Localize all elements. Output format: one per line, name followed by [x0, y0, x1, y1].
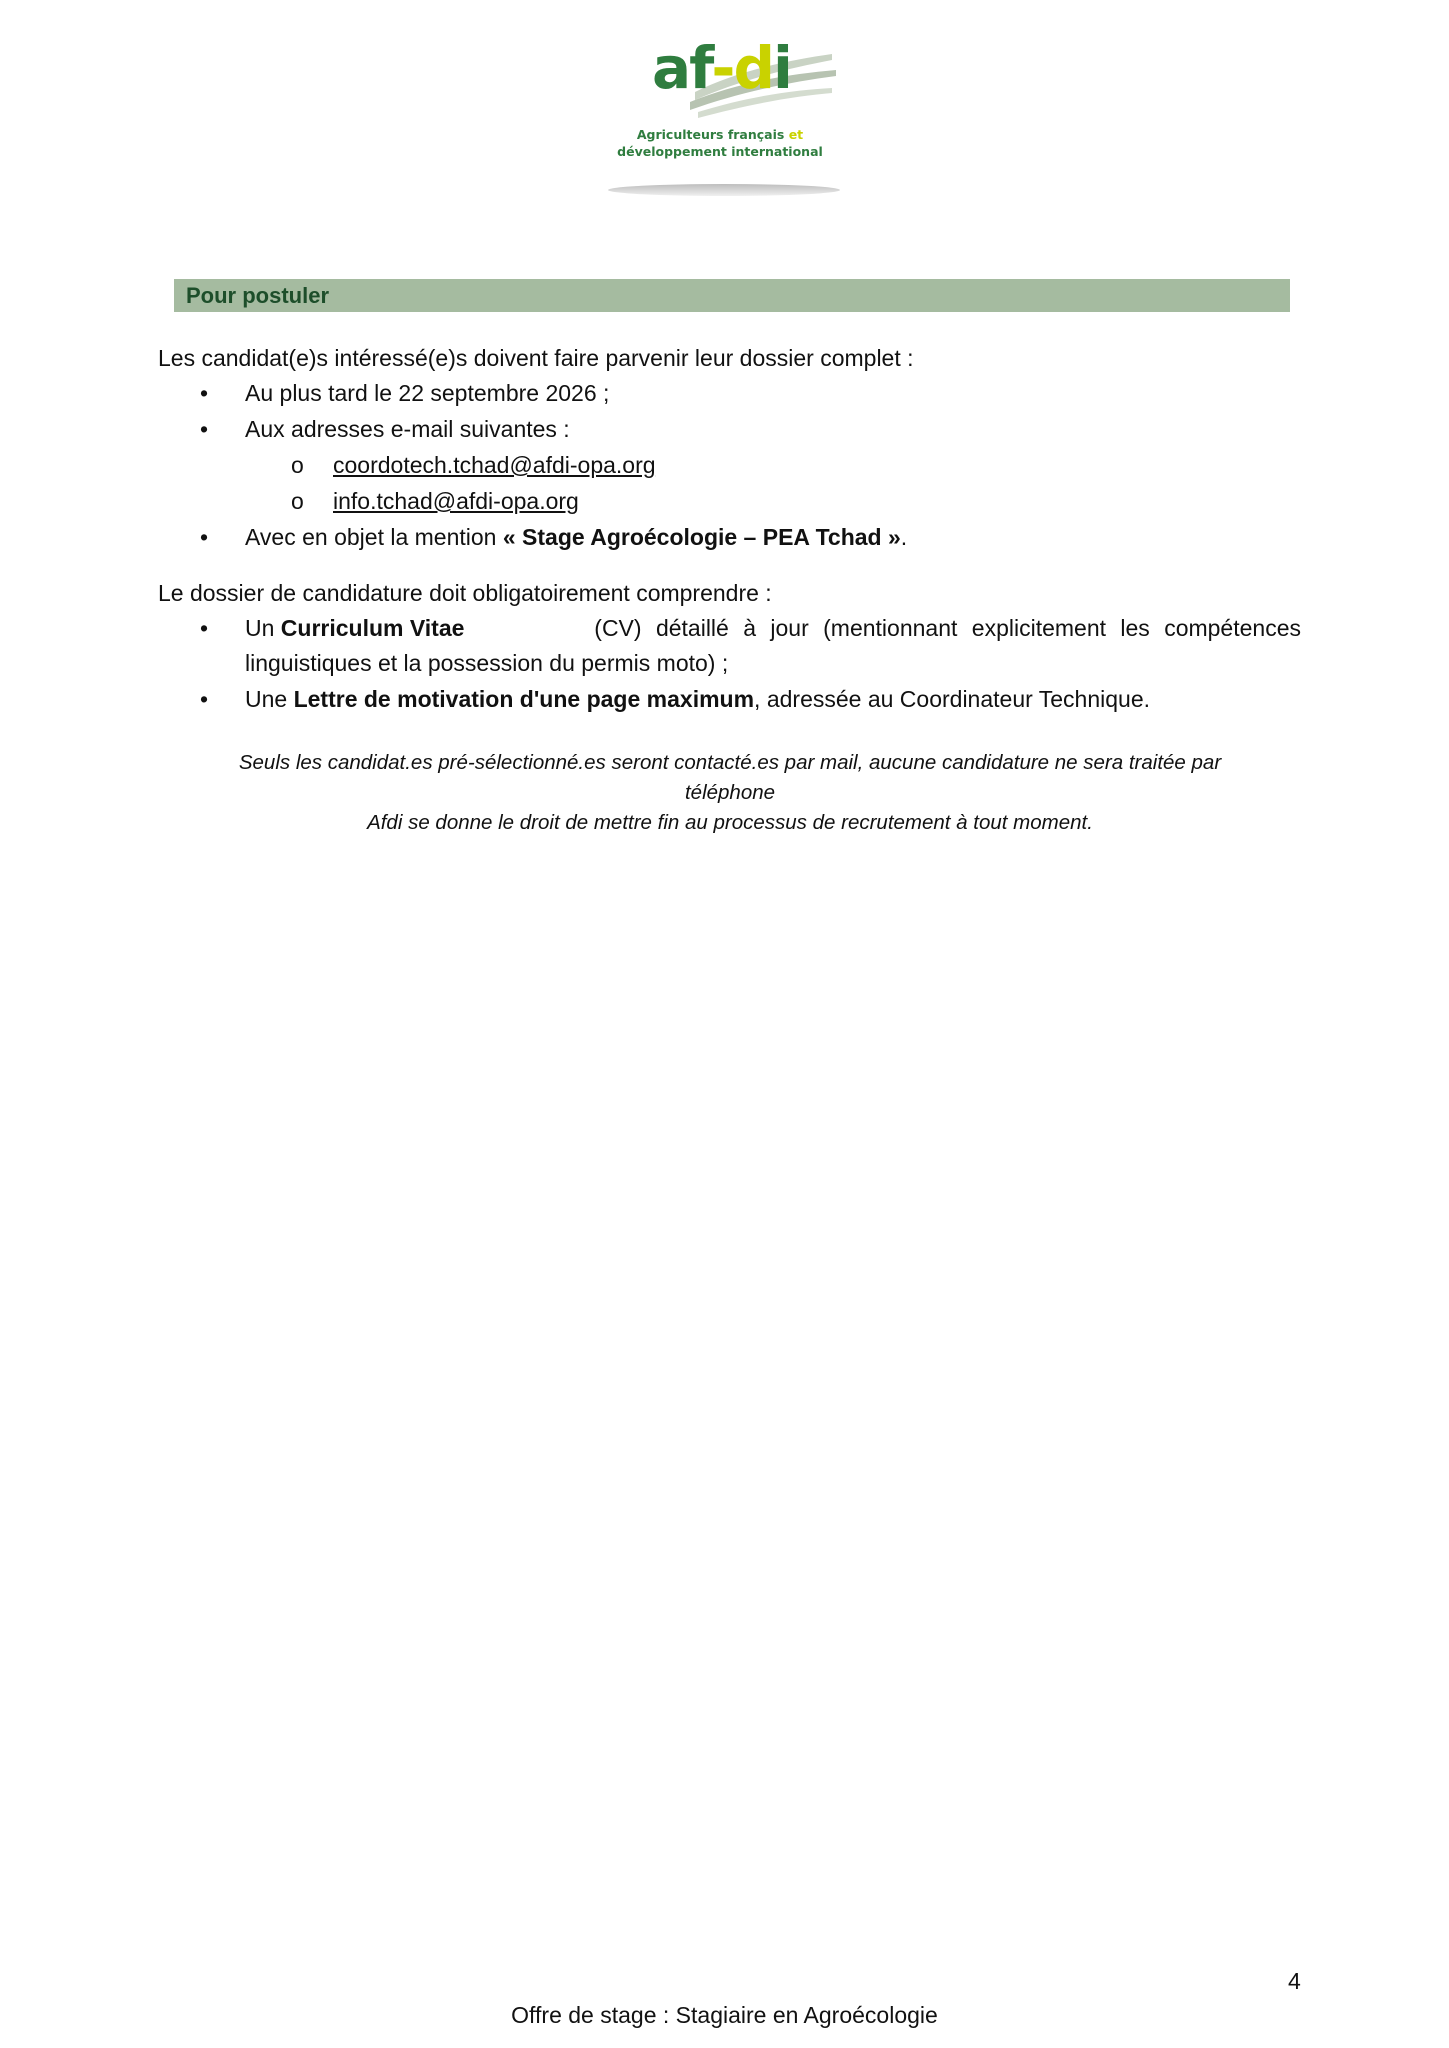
logo-wordmark: af-di — [652, 34, 791, 102]
sub-bullet-glyph: o — [291, 452, 304, 478]
note-line-1: Seuls les candidat.es pré-sélectionné.es seront contacté.es par mail, aucune candidature ne sera traitée par — [238, 751, 1222, 774]
bullet-glyph: • — [200, 380, 209, 406]
page-number: 4 — [1288, 1968, 1301, 1994]
bullet-glyph: • — [200, 524, 209, 550]
letter-bold: Lettre de motivation d'une page maximum — [293, 686, 755, 712]
requirements-intro: Le dossier de candidature doit obligatoirement comprendre : — [158, 580, 772, 606]
bullet-glyph: • — [200, 615, 209, 641]
cv-item-line1: Un Curriculum Vitae (CV) détaillé à jour (mentionnant explicitement les compétences — [245, 615, 1301, 641]
email-link-info[interactable]: info.tchad@afdi-opa.org — [333, 488, 579, 514]
emails-label: Aux adresses e-mail suivantes : — [245, 416, 570, 442]
bullet-glyph: • — [200, 416, 209, 442]
cv-item-line2: linguistiques et la possession du permis moto) ; — [245, 650, 729, 676]
subject-item: Avec en objet la mention « Stage Agroécologie – PEA Tchad ». — [245, 524, 908, 550]
email-link-coordotech[interactable]: coordotech.tchad@afdi-opa.org — [333, 452, 656, 478]
cv-bold: Curriculum Vitae — [280, 615, 465, 641]
bullet-glyph: • — [200, 686, 209, 712]
intro-text: Les candidat(e)s intéressé(e)s doivent faire parvenir leur dossier complet : — [158, 345, 914, 371]
page-footer: Offre de stage : Stagiaire en Agroécologie — [511, 2002, 938, 2028]
logo-shadow — [608, 184, 840, 196]
section-title: Pour postuler — [186, 283, 330, 308]
subject-mention: « Stage Agroécologie – PEA Tchad » — [502, 524, 901, 550]
sub-bullet-glyph: o — [291, 488, 304, 514]
afdi-logo — [600, 30, 840, 205]
note-line-2: téléphone — [684, 781, 776, 804]
logo-tagline: Agriculteurs français et développement international — [617, 127, 823, 159]
letter-item: Une Lettre de motivation d'une page maximum, adressée au Coordinateur Technique. — [245, 686, 1150, 712]
note-line-3: Afdi se donne le droit de mettre fin au processus de recrutement à tout moment. — [367, 811, 1093, 834]
section-header-bar — [174, 279, 1290, 312]
deadline-item: Au plus tard le 22 septembre 2026 ; — [245, 380, 610, 406]
